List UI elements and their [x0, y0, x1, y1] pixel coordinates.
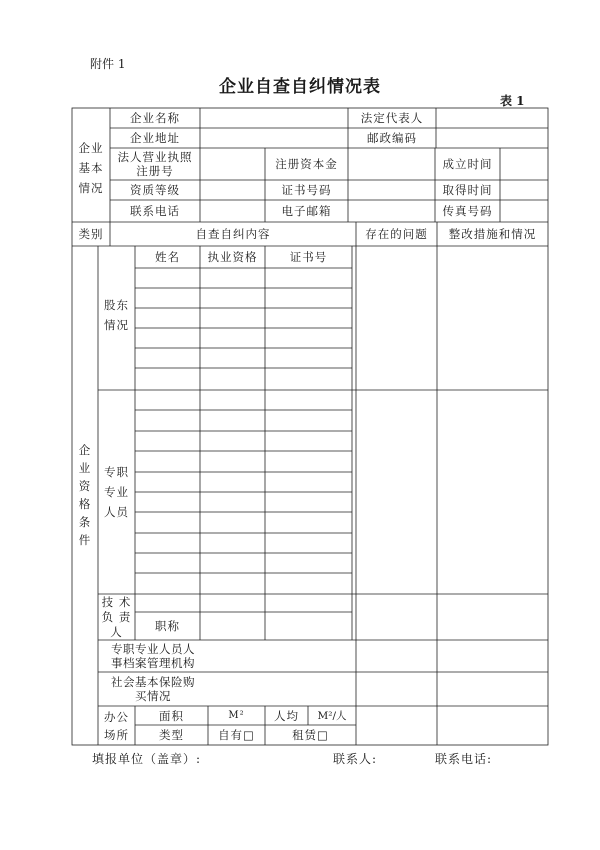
cert-no-label: 证书号码 [281, 183, 332, 197]
table-number: 表 1 [500, 94, 525, 108]
office-label: 办公 场所 [104, 709, 129, 742]
measures-header: 整改措施和情况 [448, 227, 537, 241]
obtained-label: 取得时间 [442, 183, 493, 197]
license-no-field[interactable] [200, 148, 265, 180]
problems-header: 存在的问题 [365, 227, 428, 241]
fill-unit-label: 填报单位（盖章）: [92, 752, 202, 766]
cert-no-field[interactable] [348, 180, 435, 200]
founded-label: 成立时间 [442, 157, 493, 171]
section-char: 格 [78, 497, 92, 511]
email-field[interactable] [348, 200, 435, 222]
phone-field[interactable] [200, 200, 265, 222]
qualification-section [72, 430, 98, 560]
cert-header: 证书号 [289, 250, 328, 264]
page-title: 企业自查自纠情况表 [219, 77, 381, 97]
section-char: 件 [78, 533, 92, 547]
attachment-label: 附件 1 [90, 57, 126, 71]
staff-label: 专职 专业 人员 [104, 465, 129, 519]
reg-capital-label: 注册资本金 [275, 157, 338, 171]
license-no-label: 法人营业执照 注册号 [117, 150, 193, 178]
per-capita-label: 人均 [274, 708, 299, 723]
legal-rep-field[interactable] [436, 108, 548, 128]
section-char: 企 [78, 443, 92, 457]
qualification-field[interactable] [200, 180, 265, 200]
practice-header: 执业资格 [207, 250, 258, 264]
address-label: 企业地址 [130, 131, 180, 145]
shareholders-label: 股东 情况 [104, 298, 129, 332]
postcode-label: 邮政编码 [367, 131, 417, 145]
email-label: 电子邮箱 [281, 204, 332, 218]
tech-head-label: 技 术 负 责 人 [101, 594, 132, 639]
company-name-label: 企业名称 [130, 111, 180, 125]
contact-person-label: 联系人: [333, 752, 378, 766]
type-label: 类型 [159, 728, 184, 742]
area-label: 面积 [159, 708, 184, 723]
legal-rep-label: 法定代表人 [360, 111, 424, 125]
name-header: 姓名 [155, 250, 180, 264]
section-char: 业 [78, 461, 92, 475]
company-name-field[interactable] [200, 108, 348, 128]
per-capita-unit: M²/人 [317, 709, 347, 722]
contact-phone-label: 联系电话: [435, 752, 493, 766]
content-header: 自查自纠内容 [195, 227, 271, 241]
category-header: 类别 [78, 227, 104, 241]
qualification-label: 资质等级 [130, 183, 180, 197]
postcode-field[interactable] [436, 128, 548, 148]
reg-capital-field[interactable] [348, 148, 435, 180]
basic-info-section: 企业 基本 情况 [78, 141, 104, 195]
title-label: 职称 [155, 619, 180, 633]
archive-label: 专职专业人员人 事档案管理机构 [111, 642, 195, 670]
rent-checkbox[interactable]: 租赁□ [292, 728, 329, 742]
fax-label: 传真号码 [442, 204, 493, 218]
obtained-field[interactable] [500, 180, 548, 200]
section-char: 条 [78, 515, 92, 529]
phone-label: 联系电话 [130, 204, 180, 218]
own-checkbox[interactable]: 自有□ [218, 728, 255, 742]
founded-field[interactable] [500, 148, 548, 180]
address-field[interactable] [200, 128, 348, 148]
fax-field[interactable] [500, 200, 548, 222]
section-char: 资 [78, 479, 92, 493]
area-unit: M² [228, 709, 245, 721]
insurance-label: 社会基本保险购 买情况 [111, 675, 195, 703]
